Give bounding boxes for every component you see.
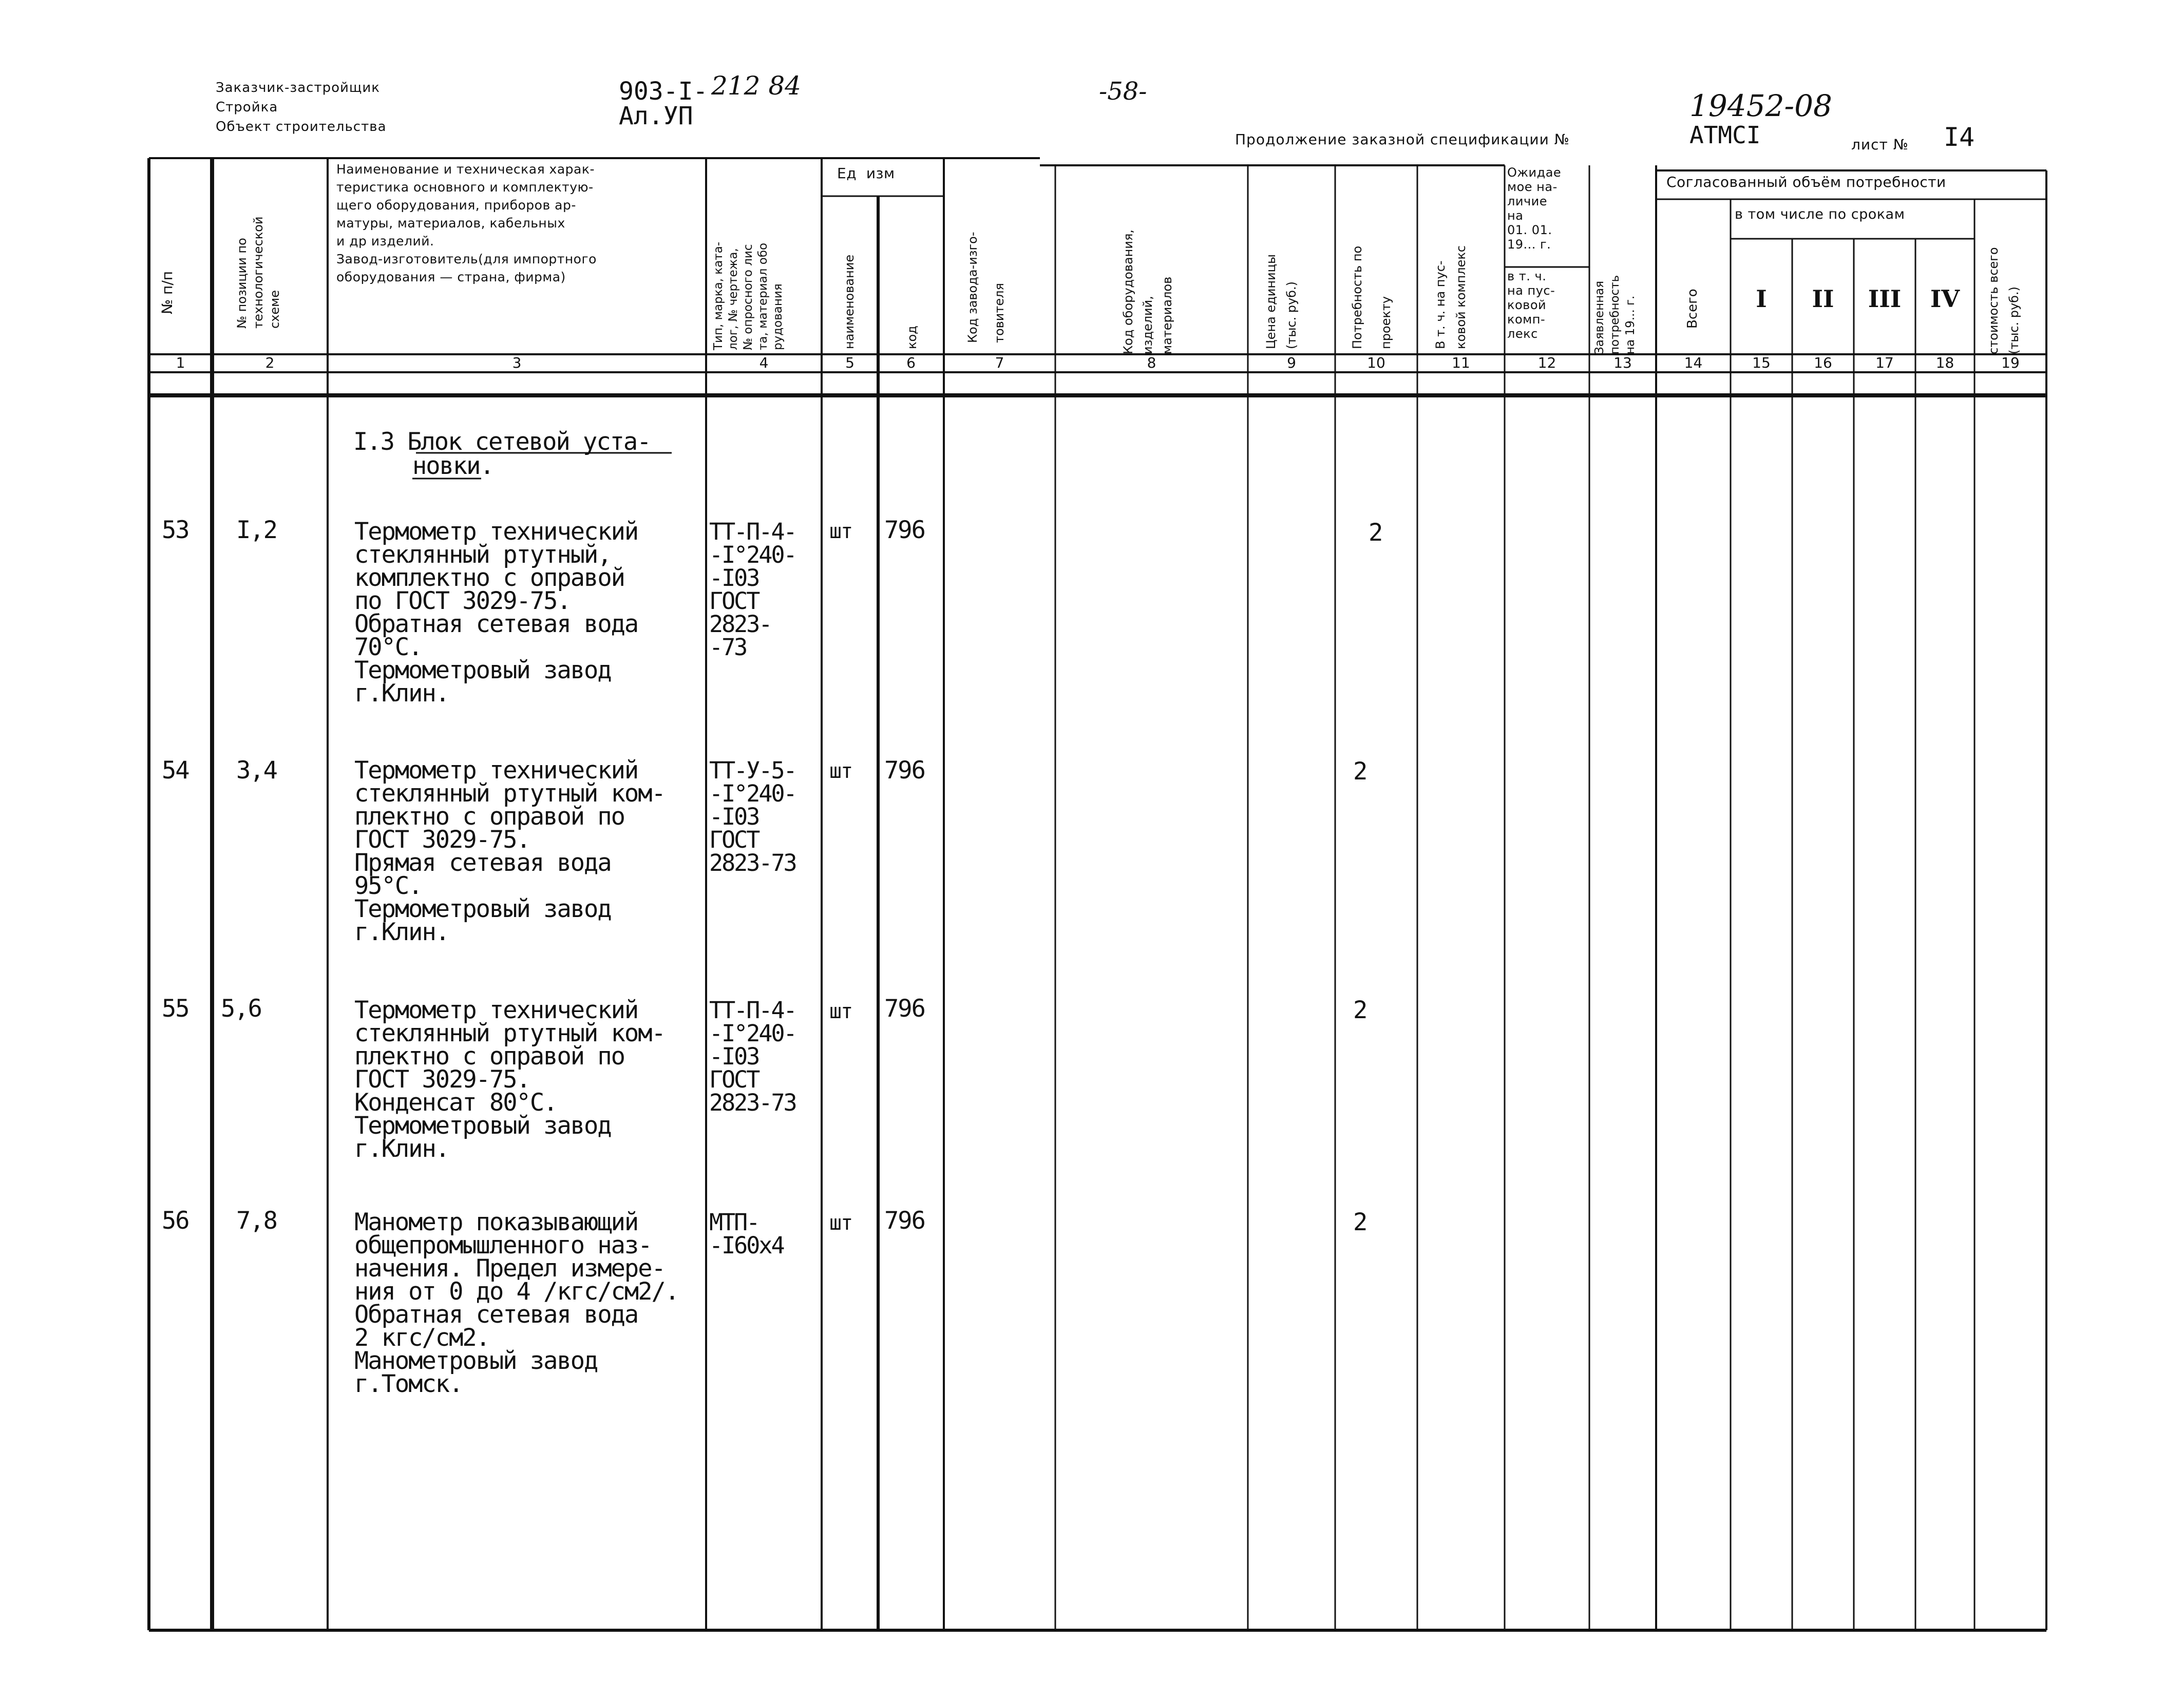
unit-group-header: Ед изм bbox=[837, 165, 895, 182]
col-header-12-top: Ожидае мое на- личие на 01. 01. 19... г. bbox=[1507, 165, 1562, 252]
col-header-9: Цена единицы (тыс. руб.) bbox=[1264, 254, 1299, 349]
section-title bbox=[353, 428, 651, 456]
col-header-14: Всего bbox=[1685, 289, 1700, 329]
col-number-19: 19 bbox=[2001, 354, 2020, 371]
col-number-8: 8 bbox=[1147, 354, 1156, 371]
row-number: 56 bbox=[162, 1207, 189, 1235]
row-need: 2 bbox=[1353, 1208, 1367, 1236]
col-header-5: наименование bbox=[842, 254, 857, 349]
row-need: 2 bbox=[1353, 757, 1367, 786]
col-header-4: Тип, марка, ката- лог, № чертежа, № опросного лис та, материал обо рудования bbox=[712, 241, 785, 350]
object-label: Объект строительства bbox=[216, 119, 387, 135]
row-code: 796 bbox=[884, 995, 925, 1023]
col-header-10: Потребность по проекту bbox=[1350, 245, 1393, 349]
document-number-handwritten: 19452-08 bbox=[1689, 88, 1832, 123]
row-unit: шт bbox=[829, 1000, 852, 1023]
page-number: -58- bbox=[1099, 77, 1147, 106]
col-number-4: 4 bbox=[759, 354, 769, 371]
row-code: 796 bbox=[884, 1207, 925, 1235]
construction-label: Стройка bbox=[216, 100, 278, 115]
spec-code: АТМСI bbox=[1689, 121, 1761, 149]
row-number: 54 bbox=[162, 756, 189, 785]
project-code-handwritten: 212 84 bbox=[711, 71, 801, 101]
row-name: Термометр технический стеклянный ртутный, комплектно с оправой по ГОСТ 3029-75. Обратная сетевая вода 70°С. Термометровый завод г.Клин. bbox=[354, 518, 638, 708]
col-number-17: 17 bbox=[1875, 354, 1894, 371]
row-need: 2 bbox=[1369, 519, 1382, 547]
agreed-volume-group-header: Согласованный объём потребности bbox=[1666, 174, 1946, 190]
col-number-9: 9 bbox=[1287, 354, 1296, 371]
col-number-14: 14 bbox=[1684, 354, 1703, 371]
col-number-12: 12 bbox=[1537, 354, 1556, 371]
col-header-13: Заявленная потребность на 19... г. bbox=[1593, 275, 1637, 354]
col-header-18: IV bbox=[1930, 285, 1960, 313]
col-number-18: 18 bbox=[1935, 354, 1954, 371]
col-number-5: 5 bbox=[845, 354, 854, 371]
terms-group-header: в том числе по срокам bbox=[1735, 206, 1905, 222]
col-header-16: II bbox=[1812, 285, 1834, 313]
sheet-label: лист № bbox=[1851, 136, 1909, 153]
col-header-1: № п/п bbox=[159, 271, 176, 314]
section-title-line1: Блок сетевой уста- bbox=[407, 428, 651, 456]
row-type: ТТ-П-4- -I°240- -I03 ГОСТ 2823-73 bbox=[709, 997, 796, 1116]
col-number-10: 10 bbox=[1367, 354, 1385, 371]
row-unit: шт bbox=[829, 520, 852, 543]
row-name: Термометр технический стеклянный ртутный ком- плектно с оправой по ГОСТ 3029-75. Конденсат 80°С. Термометровый завод г.Клин. bbox=[354, 996, 665, 1163]
col-header-11: В т. ч. на пус- ковой комплекс bbox=[1433, 245, 1468, 349]
row-number: 55 bbox=[162, 995, 189, 1023]
album-label: Ал.УП bbox=[619, 102, 693, 130]
col-number-13: 13 bbox=[1613, 354, 1632, 371]
col-number-11: 11 bbox=[1452, 354, 1470, 371]
col-number-1: 1 bbox=[176, 354, 185, 371]
section-title-line2: новки bbox=[412, 452, 480, 480]
row-type: МТП- -I60х4 bbox=[709, 1209, 784, 1259]
row-unit: шт bbox=[829, 1211, 852, 1235]
row-position: I,2 bbox=[236, 516, 277, 544]
project-code: 903-I- bbox=[619, 77, 708, 106]
row-name: Манометр показывающий общепромышленного наз- начения. Предел измере- ния от 0 до 4 /кгс/см2/. Обратная сетевая вода 2 кгс/см2. Манометровый завод г.Томск. bbox=[354, 1208, 679, 1398]
col-number-2: 2 bbox=[265, 354, 275, 371]
col-number-16: 16 bbox=[1814, 354, 1832, 371]
col-header-12-bottom: в т. ч. на пус- ковой комп- лекс bbox=[1507, 269, 1555, 341]
col-header-3: Наименование и техническая харак- теристика основного и комплектую- щего оборудования, приборов ар- матуры, материалов, кабельных и др изделий. Завод-изготовитель(для импортного оборудования — страна, фирма) bbox=[336, 162, 597, 284]
row-type: ТТ-У-5- -I°240- -I03 ГОСТ 2823-73 bbox=[709, 757, 796, 876]
col-header-6: код bbox=[905, 326, 919, 349]
row-need: 2 bbox=[1353, 996, 1367, 1024]
col-header-17: III bbox=[1868, 285, 1902, 313]
section-prefix: I.3 bbox=[353, 428, 408, 456]
col-header-15: I bbox=[1756, 285, 1767, 313]
section-title-continued bbox=[412, 454, 493, 478]
continuation-label: Продолжение заказной спецификации № bbox=[1235, 131, 1570, 148]
col-number-15: 15 bbox=[1752, 354, 1771, 371]
col-number-3: 3 bbox=[512, 354, 522, 371]
row-type: ТТ-П-4- -I°240- -I03 ГОСТ 2823- -73 bbox=[709, 518, 796, 661]
col-header-8: Код оборудования, изделий, материалов bbox=[1121, 229, 1174, 354]
row-unit: шт bbox=[829, 759, 852, 783]
col-header-7: Код завода-изго- товителя bbox=[965, 232, 1006, 343]
col-number-6: 6 bbox=[906, 354, 916, 371]
customer-label: Заказчик-застройщик bbox=[216, 80, 381, 96]
col-header-2: № позиции по технологической схеме bbox=[235, 216, 282, 329]
col-header-19: стоимость всего (тыс. руб.) bbox=[1986, 247, 2021, 354]
row-position: 5,6 bbox=[221, 995, 261, 1023]
sheet-number: I4 bbox=[1944, 122, 1975, 152]
row-code: 796 bbox=[884, 516, 925, 544]
row-position: 7,8 bbox=[236, 1207, 277, 1235]
section-suffix: . bbox=[480, 452, 493, 480]
col-number-7: 7 bbox=[995, 354, 1004, 371]
row-position: 3,4 bbox=[236, 756, 277, 785]
row-name: Термометр технический стеклянный ртутный ком- плектно с оправой по ГОСТ 3029-75. Прямая сетевая вода 95°С. Термометровый завод г.Клин. bbox=[354, 756, 665, 946]
row-code: 796 bbox=[884, 756, 925, 785]
row-number: 53 bbox=[162, 516, 189, 544]
